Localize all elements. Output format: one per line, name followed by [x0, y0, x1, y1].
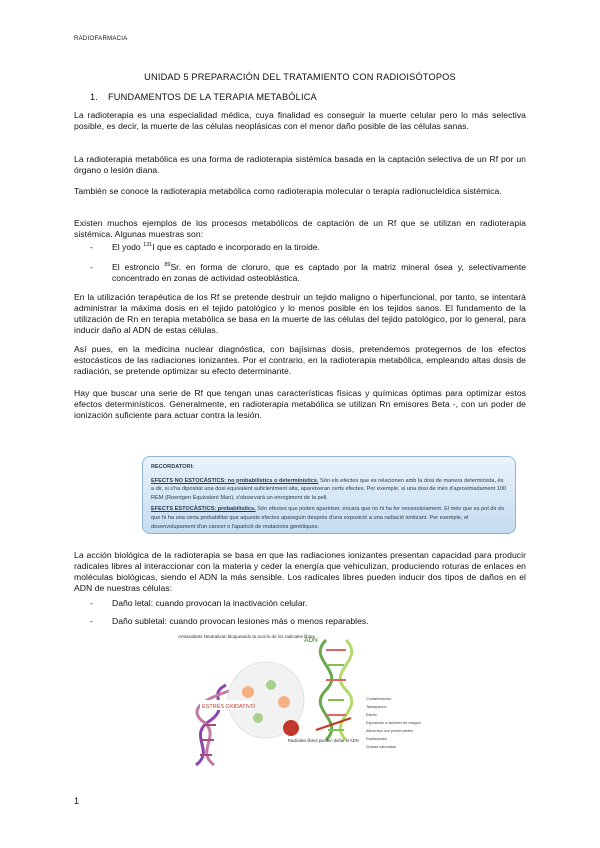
damage-item: [90, 616, 526, 627]
source-item: Exposición a factores de riesgos: [366, 721, 421, 725]
list-dash: -: [90, 616, 93, 626]
reminder-item: [151, 505, 507, 531]
list-dash: -: [90, 262, 93, 272]
section-heading: [90, 92, 317, 102]
running-header: RADIOFARMACIA: [74, 36, 128, 42]
reminder-item: [151, 477, 507, 503]
stress-label: ESTRÉS OXIDATIVO: [202, 704, 256, 710]
section-title: FUNDAMENTOS DE LA TERAPIA METABÓLICA: [108, 92, 317, 102]
isotope-mass: 89: [164, 262, 171, 268]
dna-label: ADN: [304, 637, 318, 644]
damage-text: Daño subletal: cuando provocan lesiones más o menos reparables.: [112, 616, 369, 626]
example-text: I que es captado e incorporado en la tiroide.: [152, 242, 320, 252]
source-item: Estrés: [366, 713, 377, 717]
reminder-label: EFECTS ESTOCÀSTICS: probabilístics.: [151, 506, 256, 513]
source-item: Grasas saturadas: [366, 745, 396, 749]
damage-text: Daño letal: cuando provocan la inactivación celular.: [112, 598, 308, 608]
source-item: Alimentos con preservantes: [366, 729, 413, 733]
source-item: Radiaciones: [366, 737, 387, 741]
paragraph-6: Así pues, en la medicina nuclear diagnóstica, con bajísimas dosis, pretendemos protegernos de los efectos estocásticos de las radiaciones ionizantes. Por el contrario, en la radioterapia metabólica, empleando altas dosis de radiación, se pretende optimizar su efecto determinante.: [74, 344, 526, 376]
paragraph-7: Hay que buscar una serie de Rf que tengan unas características físicas y químicas óptimas para optimizar estos efectos determinísticos. Generalmente, en radioterapia metabólica se utilizan Rn emisores Beta -, con un poder de ionización suficiente para actuar contra la lesión.: [74, 388, 526, 420]
paragraph-1: La radioterapia es una especialidad médica, cuya finalidad es conseguir la muerte celular pero lo más selectiva posible, es decir, la muerte de las células neoplásicas con el menor daño posible de las células sanas.: [74, 110, 526, 131]
dna-helix-right-icon: [320, 640, 352, 740]
list-dash: -: [90, 242, 93, 252]
section-number: 1.: [90, 92, 99, 102]
reminder-text: Són els efectes que es relacionen amb la dosi de manera determinista, és a dir, si s'ha dipositat una dosi equivalent suficientment alta, apareixeran certs efectes. Per exemple, si una dosi de més d'aproximadament 100 REM (Roentgen Equivalent Man), s'observarà un enrogiment de la pell.: [151, 477, 507, 501]
paragraph-4: Existen muchos ejemplos de los procesos metabólicos de captación de un Rf que se utilizan en radioterapia sistémica. Algunas muestras son:: [74, 218, 526, 239]
reminder-title: RECORDATORI:: [151, 464, 194, 470]
radicals-label: Radicales libres pueden dañar el ADN: [288, 738, 359, 743]
example-text: Sr. en forma de cloruro, que es captado por la matriz mineral ósea y, selectivamente concentrado en zonas de actividad osteoblástica.: [112, 262, 526, 283]
damage-item: [90, 598, 526, 609]
paragraph-3: También se conoce la radioterapia metabólica como radioterapia molecular o terapia radionucleídica sistémica.: [74, 186, 502, 196]
paragraph-5: En la utilización terapéutica de los Rf se pretende destruir un tejido maligno o hiperfuncional, por tanto, se intentará administrar la máxima dosis en el tejido patológico y lo menos posible en los tejidos sanos. El fundamento de la utilización de Rn en terapia metabólica se basa en la muerte de las células del tejido patológico, por lo general, para inducir daño al ADN de estas células.: [74, 292, 526, 335]
unit-title: UNIDAD 5 PREPARACIÓN DEL TRATAMIENTO CON RADIOISÓTOPOS: [144, 72, 456, 82]
example-item: [90, 262, 526, 284]
example-item: [90, 242, 526, 253]
dna-damage-figure: [176, 630, 426, 770]
reminder-text: Són efectes que poden aparèixer, encara que no hi ha fer necessàriament. El més que es pot dir és que hi ha una certa probabilitat que aquests efectes apareguin després d'una exposició a una radiació ionitzant. Per exemple, el desenvolupament d'un càncer o l'aparició de mutacions genètiques.: [151, 506, 505, 530]
page-number: 1: [74, 796, 80, 806]
isotope-mass: 131: [143, 242, 153, 248]
arrow-icon: [316, 718, 351, 730]
reminder-box: [142, 456, 516, 534]
example-text: El estroncio: [112, 262, 165, 272]
example-text: El yodo: [112, 242, 144, 252]
paragraph-2: La radioterapia metabólica es una forma de radioterapia sistémica basada en la captación selectiva de un Rf por un órgano o lesión diana.: [74, 154, 526, 175]
antioxidants-label: Antioxidants Neutralizan bloqueando la acción de los radicales libres: [178, 634, 315, 639]
paragraph-8: La acción biológica de la radioterapia se basa en que las radiaciones ionizantes presentan capacidad para producir radicales libres al interaccionar con la materia y ceder la energía que vehiculizan, produciendo roturas de enlaces en moléculas biológicas, siendo el ADN la más sensible. Los radicales libres pueden inducir dos tipos de daños en el ADN de nuestras células:: [74, 550, 526, 593]
reminder-label: EFECTS NO ESTOCÀSTICS: no probabilístics o determinístics.: [151, 477, 319, 484]
source-item: Contaminación: [366, 697, 392, 701]
source-item: Tabaquismo: [366, 705, 387, 709]
list-dash: -: [90, 598, 93, 608]
